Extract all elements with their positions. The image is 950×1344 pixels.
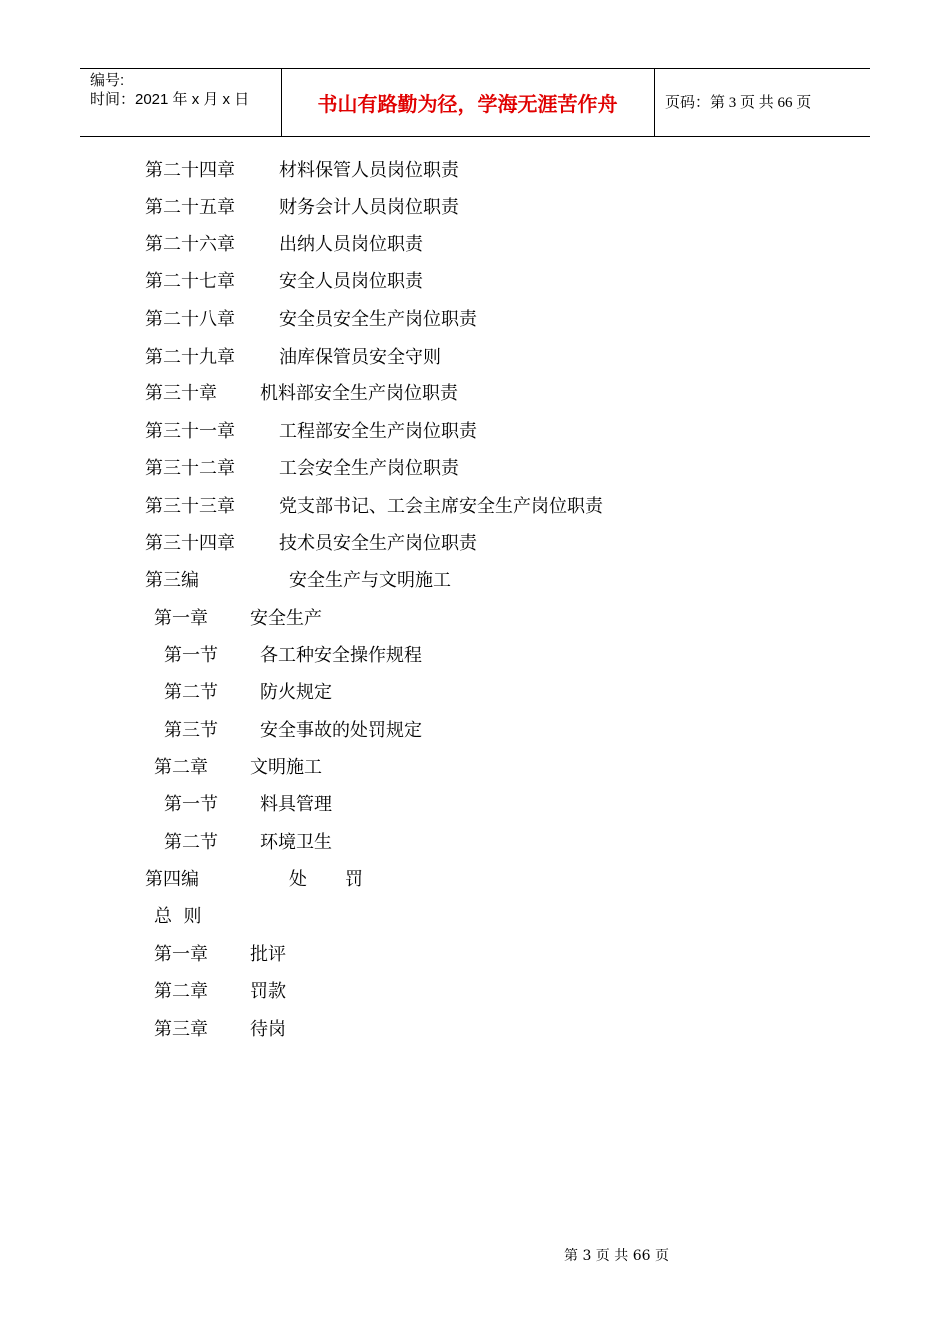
toc-entry-label: 第二十五章 <box>145 197 235 218</box>
document-number-label: 编号: <box>90 72 125 89</box>
toc-entry-title: 油库保管员安全守则 <box>279 347 441 368</box>
toc-entry-title: 出纳人员岗位职责 <box>279 234 423 255</box>
toc-entry-label: 第二十七章 <box>145 271 235 292</box>
toc-entry-title: 罚款 <box>250 981 286 1002</box>
toc-entry-label: 第三十二章 <box>145 458 235 479</box>
toc-entry-label: 第一节 <box>164 645 218 666</box>
toc-entry-title: 防火规定 <box>260 682 332 703</box>
toc-entry-title: 工会安全生产岗位职责 <box>279 458 459 479</box>
toc-entry-label: 第二十九章 <box>145 347 235 368</box>
toc-entry-title-part2: 罚 <box>345 869 363 890</box>
toc-entry-label: 第三十四章 <box>145 533 235 554</box>
toc-entry-title: 安全员安全生产岗位职责 <box>279 309 477 330</box>
header-info-cell <box>80 69 282 136</box>
toc-entry-title: 工程部安全生产岗位职责 <box>279 421 477 442</box>
toc-entry-label: 第一章 <box>154 944 208 965</box>
toc-entry-title: 处 <box>289 869 307 890</box>
toc-entry-title: 党支部书记、工会主席安全生产岗位职责 <box>279 496 603 517</box>
page-footer: 第 3 页 共 66 页 <box>564 1248 669 1264</box>
toc-entry-title: 环境卫生 <box>260 832 332 853</box>
toc-entry-title: 财务会计人员岗位职责 <box>279 197 459 218</box>
page-header <box>80 68 870 137</box>
toc-entry-title: 安全生产 <box>250 608 322 629</box>
toc-entry-title: 安全生产与文明施工 <box>289 570 451 591</box>
toc-entry-label: 第三节 <box>164 720 218 741</box>
toc-entry-label: 第三十章 <box>145 383 217 404</box>
toc-entry-label: 第二节 <box>164 682 218 703</box>
header-page-cell <box>655 69 870 136</box>
toc-entry-label: 第二十八章 <box>145 309 235 330</box>
toc-entry-title: 待岗 <box>250 1019 286 1040</box>
toc-entry-label: 第一章 <box>154 608 208 629</box>
toc-entry-title: 安全人员岗位职责 <box>279 271 423 292</box>
toc-entry-title: 料具管理 <box>260 794 332 815</box>
toc-entry-label: 第三编 <box>145 570 199 591</box>
toc-entry-label: 第二章 <box>154 757 208 778</box>
toc-entry-title: 技术员安全生产岗位职责 <box>279 533 477 554</box>
toc-entry-label: 第三十三章 <box>145 496 235 517</box>
toc-entry-label: 第二章 <box>154 981 208 1002</box>
header-motto: 书山有路勤为径，学海无涯苦作舟 <box>317 92 618 116</box>
toc-entry-label: 第二节 <box>164 832 218 853</box>
toc-entry-title: 机料部安全生产岗位职责 <box>260 383 458 404</box>
toc-entry-label: 第二十四章 <box>145 160 235 181</box>
toc-entry-title: 批评 <box>250 944 286 965</box>
header-motto-cell <box>281 69 655 136</box>
toc-entry-title: 材料保管人员岗位职责 <box>279 160 459 181</box>
toc-entry-title: 各工种安全操作规程 <box>260 645 422 666</box>
toc-entry-label: 第三十一章 <box>145 421 235 442</box>
toc-entry-title: 安全事故的处罚规定 <box>260 720 422 741</box>
toc-entry-label: 第二十六章 <box>145 234 235 255</box>
toc-entry-label: 总 则 <box>154 906 202 927</box>
document-time-label: 时间：2021 年 x 月 x 日 <box>90 91 250 108</box>
toc-entry-title: 文明施工 <box>250 757 322 778</box>
toc-entry-label: 第四编 <box>145 869 199 890</box>
toc-entry-label: 第一节 <box>164 794 218 815</box>
header-page-info: 页码：第 3 页 共 66 页 <box>665 95 812 111</box>
toc-entry-label: 第三章 <box>154 1019 208 1040</box>
